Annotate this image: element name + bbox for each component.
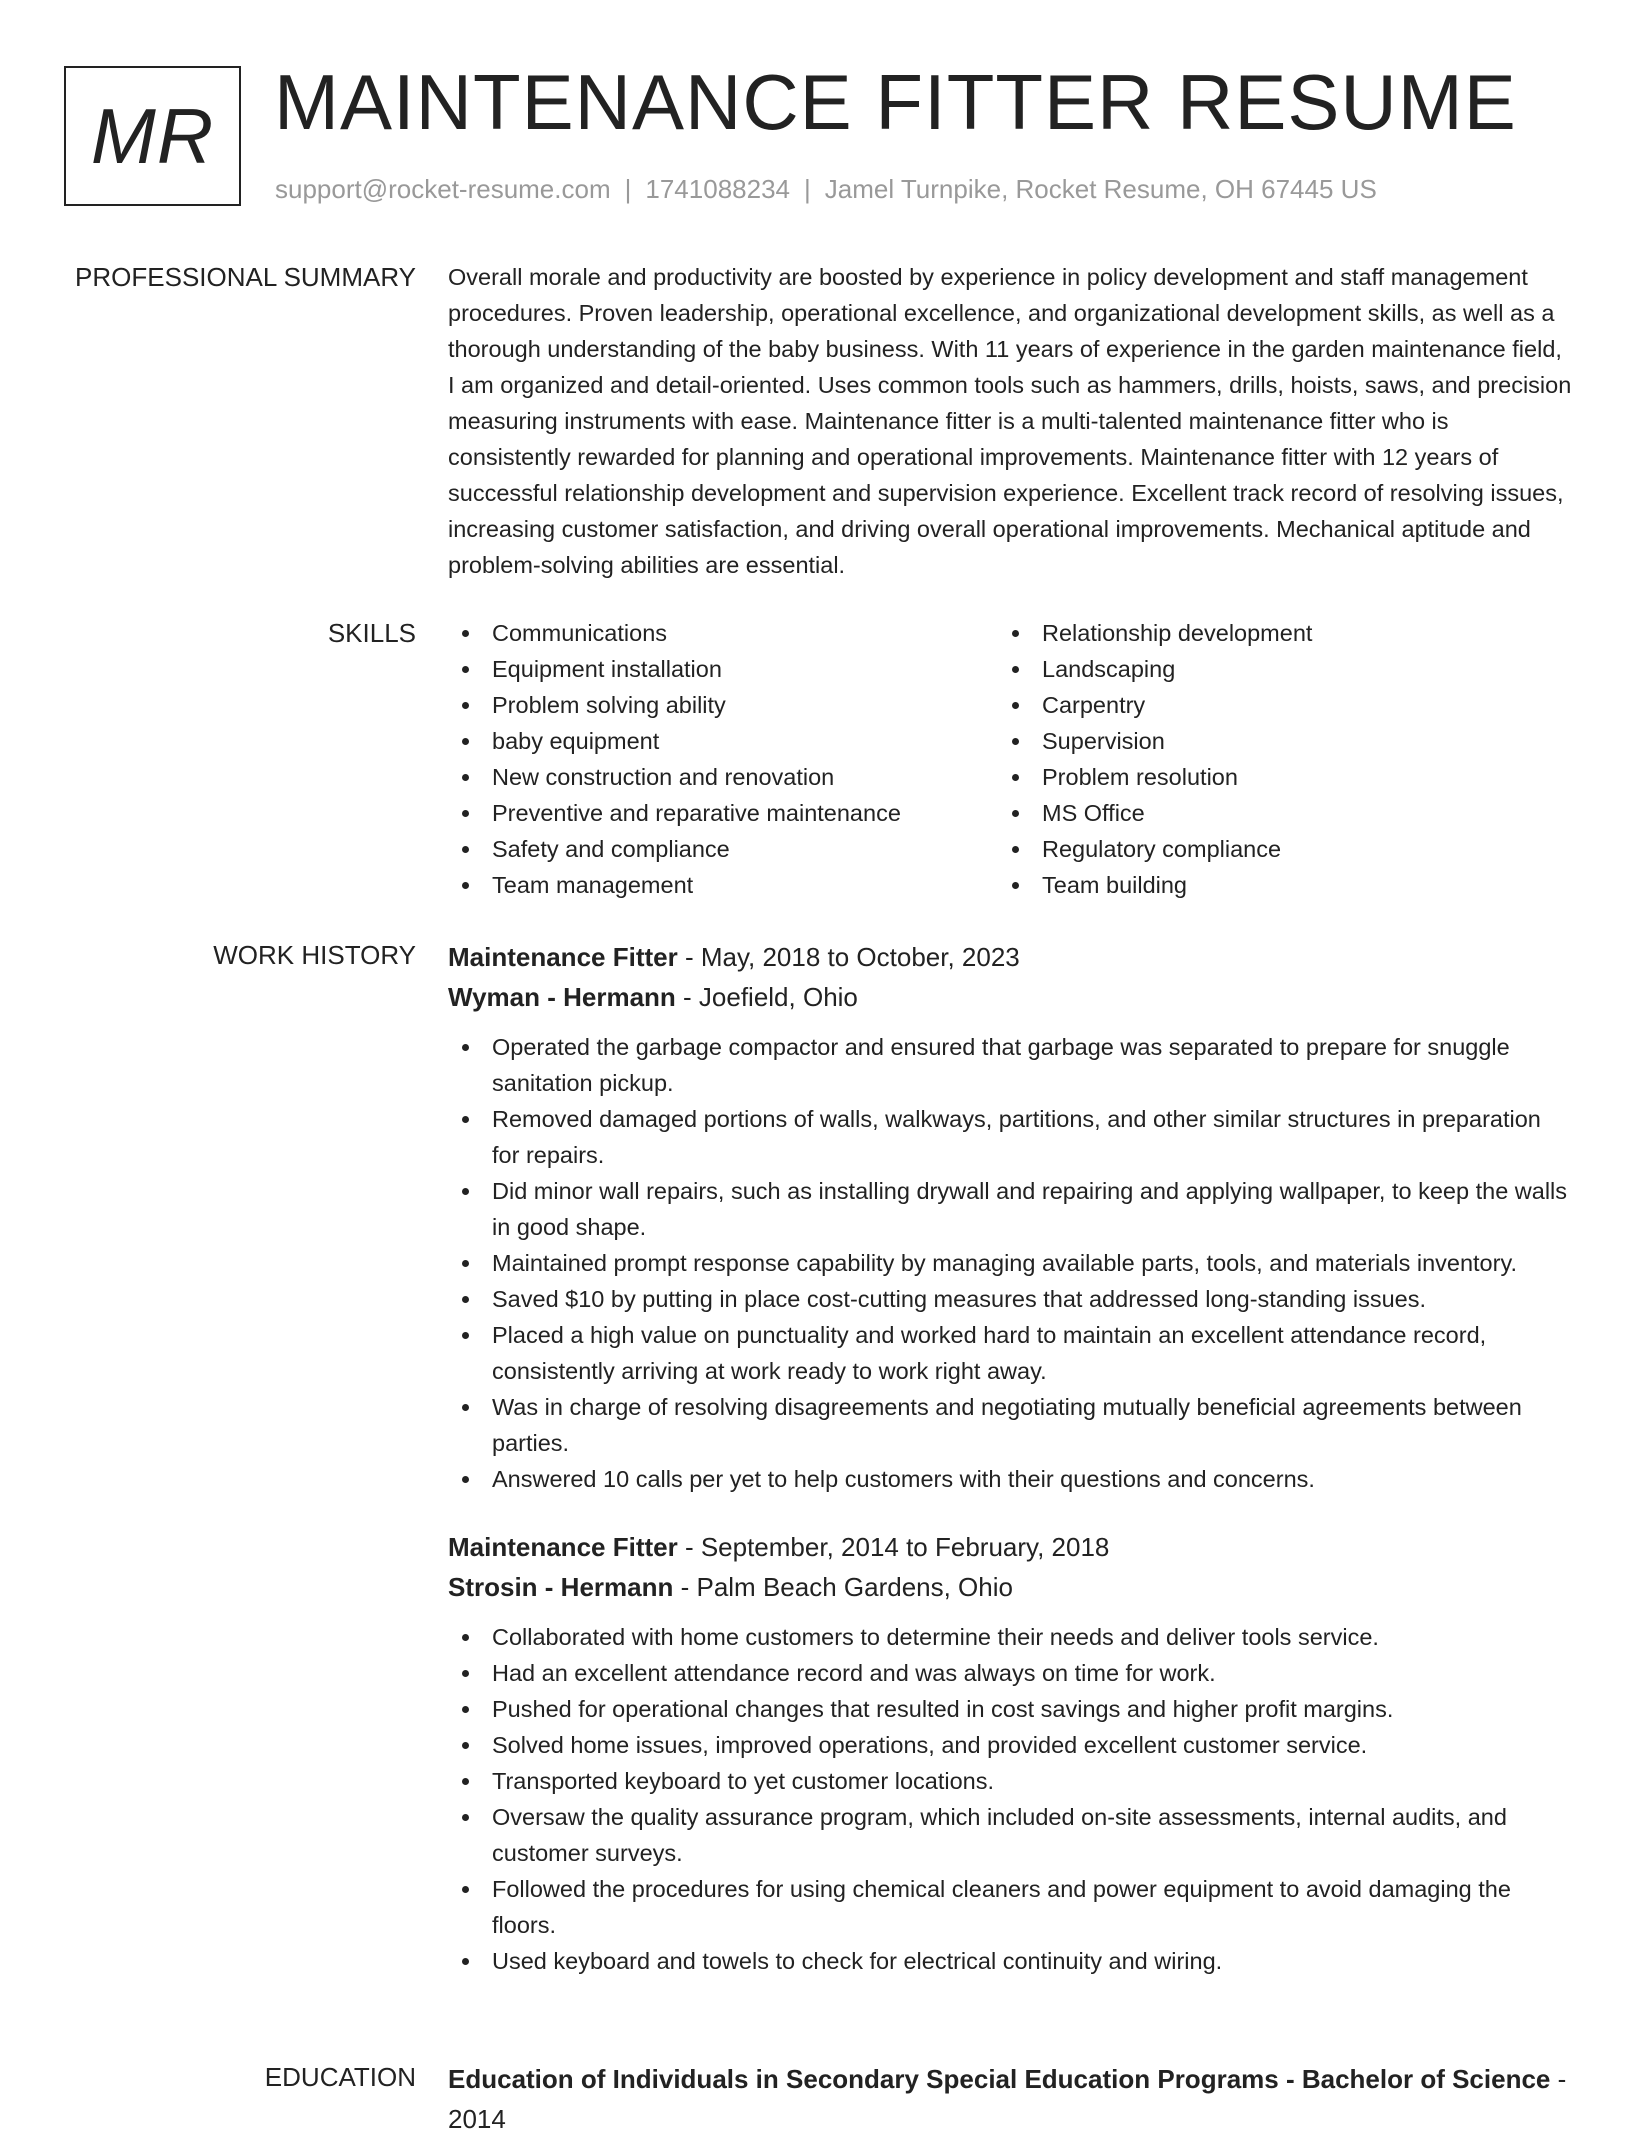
job-bullet: Solved home issues, improved operations, and provided excellent customer service. (448, 1727, 1572, 1763)
skill-item: Equipment installation (448, 651, 998, 687)
contact-line (275, 174, 1377, 205)
skills-list-right (998, 615, 1548, 903)
skill-item: Supervision (998, 723, 1548, 759)
job-bullet: Did minor wall repairs, such as installing drywall and repairing and applying wallpaper, to keep the walls in good shape. (448, 1173, 1572, 1245)
job-bullet: Answered 10 calls per yet to help customers with their questions and concerns. (448, 1461, 1572, 1497)
job-bullet: Was in charge of resolving disagreements and negotiating mutually beneficial agreements between parties. (448, 1389, 1572, 1461)
job-bullet: Followed the procedures for using chemical cleaners and power equipment to avoid damaging the floors. (448, 1871, 1572, 1943)
skill-item: Relationship development (998, 615, 1548, 651)
skill-item: Safety and compliance (448, 831, 998, 867)
job-bullet: Had an excellent attendance record and was always on time for work. (448, 1655, 1572, 1691)
job-bullet: Maintained prompt response capability by managing available parts, tools, and materials inventory. (448, 1245, 1572, 1281)
job-entry (448, 937, 1572, 1497)
job-company: Strosin - Hermann (448, 1572, 674, 1602)
job-bullet: Oversaw the quality assurance program, which included on-site assessments, internal audits, and customer surveys. (448, 1799, 1572, 1871)
job-role: Maintenance Fitter (448, 1532, 678, 1562)
job-bullet: Used keyboard and towels to check for electrical continuity and wiring. (448, 1943, 1572, 1979)
job-entry (448, 1527, 1572, 1979)
section-title-education: EDUCATION (264, 2062, 416, 2092)
job-dates: - May, 2018 to October, 2023 (677, 942, 1020, 972)
skill-item: Carpentry (998, 687, 1548, 723)
monogram: MR (64, 66, 241, 206)
contact-address: Jamel Turnpike, Rocket Resume, OH 67445 US (824, 174, 1377, 204)
skill-item: Problem solving ability (448, 687, 998, 723)
contact-separator: | (624, 174, 632, 204)
job-bullet: Saved $10 by putting in place cost-cutting measures that addressed long-standing issues. (448, 1281, 1572, 1317)
skill-item: baby equipment (448, 723, 998, 759)
job-role-line (448, 937, 1572, 977)
skill-item: Landscaping (998, 651, 1548, 687)
summary-text: Overall morale and productivity are boosted by experience in policy development and staff management procedures. Proven leadership, operational excellence, and organizational development skills, as well as a thorough understanding of the baby business. With 11 years of experience in the garden maintenance field, I am organized and detail-oriented. Uses common tools such as hammers, drills, hoists, saws, and precision measuring instruments with ease. Maintenance fitter is a multi-talented maintenance fitter who is consistently rewarded for planning and operational improvements. Maintenance fitter with 12 years of successful relationship development and supervision experience. Excellent track record of resolving issues, increasing customer satisfaction, and driving overall operational improvements. Mechanical aptitude and problem-solving abilities are essential. (448, 264, 1572, 578)
education-entry (448, 2059, 1572, 2139)
job-company-line (448, 977, 1572, 1017)
job-bullet: Transported keyboard to yet customer locations. (448, 1763, 1572, 1799)
job-role-line (448, 1527, 1572, 1567)
job-bullet: Collaborated with home customers to determine their needs and deliver tools service. (448, 1619, 1572, 1655)
contact-phone: 1741088234 (645, 174, 790, 204)
job-bullets (448, 1619, 1572, 1979)
job-dates: - September, 2014 to February, 2018 (677, 1532, 1110, 1562)
education-degree: Education of Individuals in Secondary Special Education Programs - Bachelor of Science (448, 2064, 1551, 2094)
skill-item: Problem resolution (998, 759, 1548, 795)
job-bullets (448, 1029, 1572, 1497)
contact-email: support@rocket-resume.com (275, 174, 611, 204)
skill-item: Regulatory compliance (998, 831, 1548, 867)
job-bullet: Placed a high value on punctuality and worked hard to maintain an excellent attendance record, consistently arriving at work ready to work right away. (448, 1317, 1572, 1389)
job-location: - Joefield, Ohio (675, 982, 858, 1012)
skill-item: New construction and renovation (448, 759, 998, 795)
section-title-skills: SKILLS (327, 618, 416, 648)
section-title-work: WORK HISTORY (213, 940, 416, 970)
job-company: Wyman - Hermann (448, 982, 676, 1012)
contact-separator: | (804, 174, 811, 204)
skill-item: Communications (448, 615, 998, 651)
education-year: - 2014 (448, 2064, 1567, 2134)
section-title-summary: PROFESSIONAL SUMMARY (75, 262, 416, 292)
skill-item: Team building (998, 867, 1548, 903)
job-bullet: Operated the garbage compactor and ensured that garbage was separated to prepare for snuggle sanitation pickup. (448, 1029, 1572, 1101)
job-company-line (448, 1567, 1572, 1607)
skill-item: MS Office (998, 795, 1548, 831)
job-role: Maintenance Fitter (448, 942, 678, 972)
skills-list-left (448, 615, 998, 903)
resume-title: MAINTENANCE FITTER RESUME (274, 58, 1517, 146)
job-bullet: Pushed for operational changes that resulted in cost savings and higher profit margins. (448, 1691, 1572, 1727)
job-bullet: Removed damaged portions of walls, walkways, partitions, and other similar structures in preparation for repairs. (448, 1101, 1572, 1173)
job-location: - Palm Beach Gardens, Ohio (673, 1572, 1013, 1602)
skill-item: Preventive and reparative maintenance (448, 795, 998, 831)
skill-item: Team management (448, 867, 998, 903)
